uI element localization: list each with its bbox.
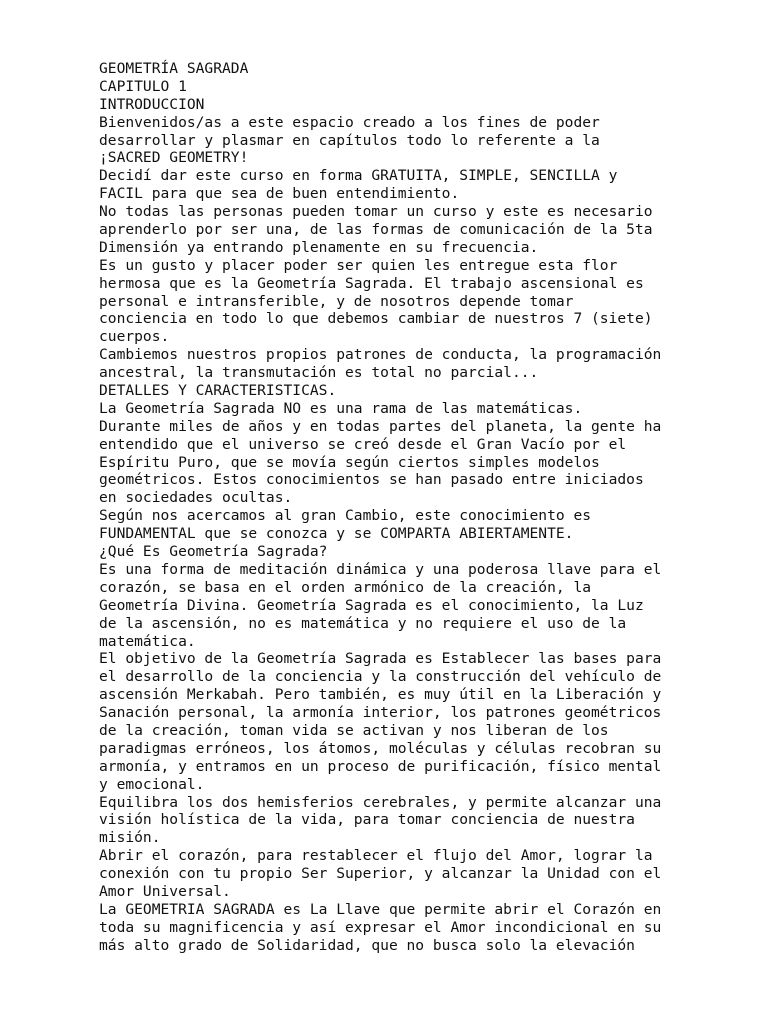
- text-line: Durante miles de años y en todas partes del planeta, la gente ha: [99, 417, 662, 435]
- text-line: matemática.: [99, 632, 196, 650]
- text-line: ascensión Merkabah. Pero también, es muy útil en la Liberación y: [99, 686, 662, 704]
- text-line: FACIL para que sea de buen entendimiento.: [99, 185, 460, 203]
- text-line: ¿Qué Es Geometría Sagrada?: [99, 543, 328, 561]
- text-line: GEOMETRÍA SAGRADA: [99, 60, 249, 77]
- text-line: Cambiemos nuestros propios patrones de conducta, la programación: [99, 346, 662, 364]
- text-line: Amor Universal.: [99, 882, 231, 900]
- text-line: El objetivo de la Geometría Sagrada es Establecer las bases para: [99, 650, 662, 668]
- text-line: Sanación personal, la armonía interior, los patrones geométricos: [99, 704, 662, 722]
- text-line: INTRODUCCION: [99, 95, 205, 113]
- text-line: conexión con tu propio Ser Superior, y alcanzar la Unidad con el: [99, 865, 662, 883]
- text-line: personal e intransferible, y de nosotros depende tomar: [99, 292, 574, 310]
- text-line: toda su magnificencia y así expresar el Amor incondicional en su: [99, 918, 662, 936]
- text-line: aprenderlo por ser una, de las formas de comunicación de la 5ta: [99, 221, 653, 239]
- text-line: corazón, se basa en el orden armónico de la creación, la: [99, 578, 592, 596]
- text-line: Geometría Divina. Geometría Sagrada es el conocimiento, la Luz: [99, 596, 644, 614]
- text-line: Bienvenidos/as a este espacio creado a los fines de poder: [99, 113, 600, 131]
- text-line: Según nos acercamos al gran Cambio, este conocimiento es: [99, 507, 592, 525]
- text-line: visión holística de la vida, para tomar conciencia de nuestra: [99, 811, 635, 829]
- text-line: más alto grado de Solidaridad, que no busca solo la elevación: [99, 936, 635, 954]
- text-line: Es una forma de meditación dinámica y una poderosa llave para el: [99, 560, 662, 578]
- text-line: Decidí dar este curso en forma GRATUITA, SIMPLE, SENCILLA y: [99, 167, 618, 185]
- text-line: conciencia en todo lo que debemos cambiar de nuestros 7 (siete): [99, 310, 653, 328]
- text-line: de la ascensión, no es matemática y no requiere el uso de la: [99, 614, 627, 632]
- document-page: [99, 60, 739, 955]
- text-line: ancestral, la transmutación es total no parcial...: [99, 364, 539, 382]
- text-line: en sociedades ocultas.: [99, 489, 293, 507]
- text-line: ¡SACRED GEOMETRY!: [99, 149, 249, 167]
- text-line: Espíritu Puro, que se movía según ciertos simples modelos: [99, 453, 600, 471]
- text-line: y emocional.: [99, 775, 205, 793]
- text-line: hermosa que es la Geometría Sagrada. El trabajo ascensional es: [99, 274, 644, 292]
- text-line: Dimensión ya entrando plenamente en su frecuencia.: [99, 238, 539, 256]
- text-line: de la creación, toman vida se activan y nos liberan de los: [99, 721, 609, 739]
- text-line: paradigmas erróneos, los átomos, moléculas y células recobran su: [99, 739, 662, 757]
- text-line: Abrir el corazón, para restablecer el flujo del Amor, lograr la: [99, 847, 653, 865]
- text-line: La GEOMETRIA SAGRADA es La Llave que permite abrir el Corazón en: [99, 900, 662, 918]
- text-line: el desarrollo de la conciencia y la construcción del vehículo de: [99, 668, 662, 686]
- text-line: geométricos. Estos conocimientos se han pasado entre iniciados: [99, 471, 644, 489]
- text-line: No todas las personas pueden tomar un curso y este es necesario: [99, 203, 653, 221]
- text-line: Es un gusto y placer poder ser quien les entregue esta flor: [99, 256, 618, 274]
- text-line: cuerpos.: [99, 328, 170, 346]
- text-line: entendido que el universo se creó desde el Gran Vacío por el: [99, 435, 627, 453]
- text-line: CAPITULO 1: [99, 77, 187, 95]
- text-line: armonía, y entramos en un proceso de purificación, físico mental: [99, 757, 662, 775]
- text-line: Equilibra los dos hemisferios cerebrales, y permite alcanzar una: [99, 793, 662, 811]
- text-line: desarrollar y plasmar en capítulos todo lo referente a la: [99, 131, 600, 149]
- text-line: La Geometría Sagrada NO es una rama de las matemáticas.: [99, 399, 583, 417]
- text-line: misión.: [99, 829, 161, 847]
- text-line: DETALLES Y CARACTERISTICAS.: [99, 382, 337, 400]
- text-line: FUNDAMENTAL que se conozca y se COMPARTA ABIERTAMENTE.: [99, 525, 574, 543]
